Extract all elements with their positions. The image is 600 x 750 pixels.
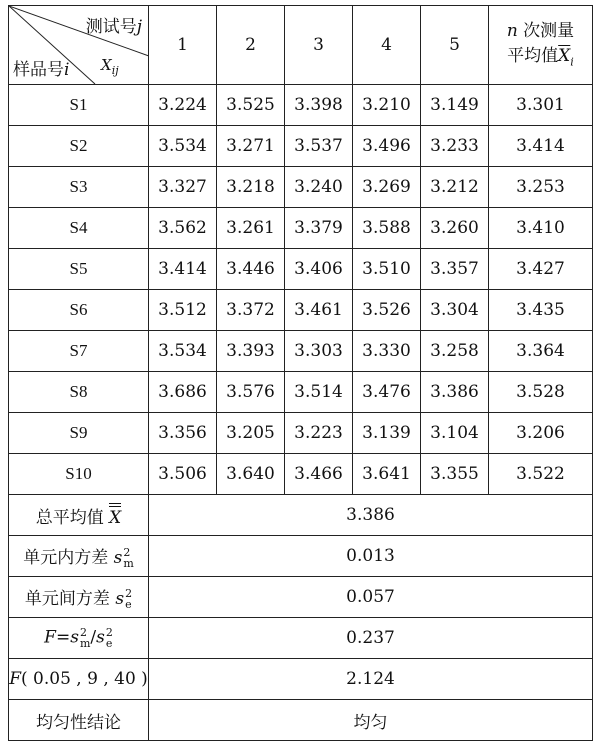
grand-mean-row [9, 495, 593, 536]
between-variance-value: 0.057 [149, 577, 593, 618]
sample-id-cell: S5 [9, 249, 149, 290]
measurement-cell: 3.304 [421, 290, 489, 331]
table-row [9, 208, 593, 249]
measurement-cell: 3.210 [353, 85, 421, 126]
table-row [9, 413, 593, 454]
measurement-cell: 3.466 [285, 454, 353, 495]
test-header-5: 5 [421, 6, 489, 85]
measurement-cell: 3.139 [353, 413, 421, 454]
measurement-cell: 3.686 [149, 372, 217, 413]
sample-id-cell: S1 [9, 85, 149, 126]
measurement-cell: 3.534 [149, 126, 217, 167]
sample-average-cell: 3.435 [489, 290, 593, 331]
grand-mean-label: 总平均值 X [9, 495, 149, 536]
corner-cell [9, 6, 149, 85]
sample-average-cell: 3.253 [489, 167, 593, 208]
measurement-cell: 3.355 [421, 454, 489, 495]
measurement-cell: 3.461 [285, 290, 353, 331]
table-row [9, 372, 593, 413]
measurement-cell: 3.476 [353, 372, 421, 413]
sample-average-cell: 3.414 [489, 126, 593, 167]
sample-id-cell: S10 [9, 454, 149, 495]
measurement-cell: 3.233 [421, 126, 489, 167]
measurement-cell: 3.303 [285, 331, 353, 372]
measurement-cell: 3.104 [421, 413, 489, 454]
measurement-cell: 3.510 [353, 249, 421, 290]
within-variance-label: 单元内方差 s 2 m [9, 536, 149, 577]
sample-id-cell: S2 [9, 126, 149, 167]
measurement-cell: 3.641 [353, 454, 421, 495]
measurement-cell: 3.386 [421, 372, 489, 413]
measurement-cell: 3.372 [217, 290, 285, 331]
measurement-cell: 3.534 [149, 331, 217, 372]
table-row [9, 290, 593, 331]
test-header-2: 2 [217, 6, 285, 85]
measurement-cell: 3.525 [217, 85, 285, 126]
within-variance-row [9, 536, 593, 577]
f-ratio-label: F=s 2 m /s 2 e [9, 618, 149, 659]
sample-average-cell: 3.301 [489, 85, 593, 126]
test-header-3: 3 [285, 6, 353, 85]
measurement-cell: 3.260 [421, 208, 489, 249]
measurement-cell: 3.576 [217, 372, 285, 413]
homogeneity-table [8, 5, 593, 741]
test-header-4: 4 [353, 6, 421, 85]
sample-average-cell: 3.206 [489, 413, 593, 454]
measurement-cell: 3.223 [285, 413, 353, 454]
average-header [489, 6, 593, 85]
corner-test-label: 测试号j [85, 17, 142, 37]
f-ratio-value: 0.237 [149, 618, 593, 659]
measurement-cell: 3.512 [149, 290, 217, 331]
measurement-cell: 3.562 [149, 208, 217, 249]
measurement-cell: 3.240 [285, 167, 353, 208]
between-variance-label: 单元间方差 s 2 e [9, 577, 149, 618]
measurement-cell: 3.258 [421, 331, 489, 372]
measurement-cell: 3.205 [217, 413, 285, 454]
measurement-cell: 3.379 [285, 208, 353, 249]
sample-id-cell: S7 [9, 331, 149, 372]
measurement-cell: 3.330 [353, 331, 421, 372]
measurement-cell: 3.149 [421, 85, 489, 126]
between-variance-row [9, 577, 593, 618]
measurement-cell: 3.269 [353, 167, 421, 208]
measurement-cell: 3.224 [149, 85, 217, 126]
corner-sample-label: 样品号i [13, 60, 70, 80]
measurement-cell: 3.640 [217, 454, 285, 495]
test-header-1: 1 [149, 6, 217, 85]
header-row [9, 6, 593, 85]
corner-x-label: $X_{ij}$ [101, 56, 119, 77]
within-variance-value: 0.013 [149, 536, 593, 577]
sample-id-cell: S4 [9, 208, 149, 249]
table-row [9, 167, 593, 208]
f-critical-label: F( 0.05 , 9 , 40 ) [9, 659, 149, 700]
sample-average-cell: 3.528 [489, 372, 593, 413]
measurement-cell: 3.212 [421, 167, 489, 208]
average-header-line1: n 次测量 [506, 20, 575, 41]
measurement-cell: 3.496 [353, 126, 421, 167]
f-critical-row [9, 659, 593, 700]
measurement-cell: 3.357 [421, 249, 489, 290]
grand-mean-value: 3.386 [149, 495, 593, 536]
measurement-cell: 3.588 [353, 208, 421, 249]
f-critical-value: 2.124 [149, 659, 593, 700]
measurement-cell: 3.261 [217, 208, 285, 249]
measurement-cell: 3.537 [285, 126, 353, 167]
conclusion-label: 均匀性结论 [9, 700, 149, 741]
table-row [9, 249, 593, 290]
measurement-cell: 3.271 [217, 126, 285, 167]
f-ratio-row [9, 618, 593, 659]
sample-average-cell: 3.364 [489, 331, 593, 372]
sample-id-cell: S6 [9, 290, 149, 331]
measurement-cell: 3.506 [149, 454, 217, 495]
sample-average-cell: 3.427 [489, 249, 593, 290]
sample-average-cell: 3.410 [489, 208, 593, 249]
measurement-cell: 3.446 [217, 249, 285, 290]
measurement-cell: 3.327 [149, 167, 217, 208]
measurement-cell: 3.218 [217, 167, 285, 208]
conclusion-value: 均匀 [149, 700, 593, 741]
table-row [9, 454, 593, 495]
measurement-cell: 3.393 [217, 331, 285, 372]
sample-id-cell: S3 [9, 167, 149, 208]
measurement-cell: 3.398 [285, 85, 353, 126]
table-row [9, 126, 593, 167]
measurement-cell: 3.356 [149, 413, 217, 454]
measurement-cell: 3.526 [353, 290, 421, 331]
average-header-line2: 平均值$\overline{X}_i$ [507, 46, 574, 69]
sample-average-cell: 3.522 [489, 454, 593, 495]
table-row [9, 85, 593, 126]
measurement-cell: 3.514 [285, 372, 353, 413]
table-row [9, 331, 593, 372]
sample-id-cell: S8 [9, 372, 149, 413]
measurement-cell: 3.406 [285, 249, 353, 290]
conclusion-row [9, 700, 593, 741]
sample-id-cell: S9 [9, 413, 149, 454]
measurement-cell: 3.414 [149, 249, 217, 290]
